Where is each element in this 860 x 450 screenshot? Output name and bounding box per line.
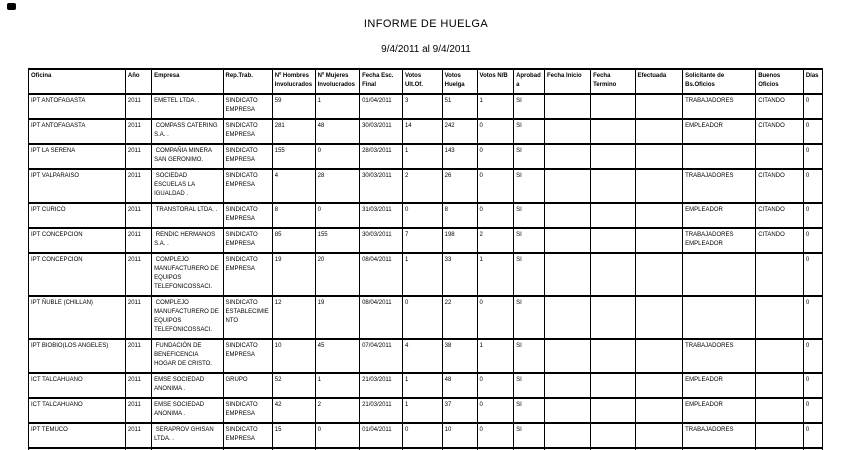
table-cell: 0 (477, 398, 514, 423)
table-cell: SINDICATO EMPRESA (223, 398, 272, 423)
table-cell: 01/04/2011 (360, 423, 403, 448)
column-header: Fecha Esc. Final (360, 69, 403, 94)
table-cell (545, 144, 591, 169)
table-cell: 2011 (125, 296, 151, 339)
table-header-row (29, 69, 823, 94)
table-cell: 0 (402, 203, 442, 228)
table-cell (545, 339, 591, 373)
table-cell: 0 (477, 144, 514, 169)
column-header: Oficina (29, 69, 126, 94)
table-cell: IPT BIOBIO(LOS ANGELES) (29, 339, 126, 373)
table-cell (591, 119, 635, 144)
table-cell: EMPLEADOR (683, 203, 756, 228)
table-cell: 0 (315, 203, 359, 228)
table-cell: EMETEL LTDA. . (152, 94, 223, 119)
table-cell: SI (514, 373, 545, 398)
table-row (29, 119, 823, 144)
table-cell: RENDIC HERMANOS S.A. . (152, 228, 223, 253)
table-cell: IPT TEMUCO (29, 423, 126, 448)
table-cell: 143 (442, 144, 477, 169)
table-body (29, 94, 823, 450)
table-cell (635, 119, 683, 144)
page-title: INFORME DE HUELGA (363, 18, 489, 30)
table-cell: 21/03/2011 (360, 398, 403, 423)
table-cell: 22 (442, 296, 477, 339)
table-cell: SI (514, 398, 545, 423)
table-cell (635, 296, 683, 339)
table-cell: EMSE SOCIEDAD ANONIMA . (152, 373, 223, 398)
table-cell (591, 94, 635, 119)
table-cell: 08/04/2011 (360, 253, 403, 296)
table-cell (635, 144, 683, 169)
table-row (29, 398, 823, 423)
table-cell: 0 (803, 339, 822, 373)
table-cell: 45 (315, 339, 359, 373)
table-cell: 37 (442, 398, 477, 423)
table-cell: EMPLEADOR (683, 119, 756, 144)
table-cell (635, 169, 683, 203)
table-cell (591, 144, 635, 169)
table-cell: 28 (315, 169, 359, 203)
table-cell (545, 203, 591, 228)
table-cell: 0 (477, 423, 514, 448)
table-cell: 0 (402, 296, 442, 339)
column-header: Rep.Trab. (223, 69, 272, 94)
column-header: Votos N/B (477, 69, 514, 94)
table-cell: 85 (272, 228, 315, 253)
table-cell: 38 (442, 339, 477, 373)
table-cell (635, 423, 683, 448)
table-row (29, 144, 823, 169)
column-header: Fecha Inicio (545, 69, 591, 94)
table-cell: 01/04/2011 (360, 94, 403, 119)
table-cell: COMPASS CATERING S.A. . (152, 119, 223, 144)
table-cell: 2011 (125, 398, 151, 423)
table-cell: SINDICATO EMPRESA (223, 94, 272, 119)
table-cell: 281 (272, 119, 315, 144)
table-cell: 1 (477, 253, 514, 296)
table-cell: 2011 (125, 253, 151, 296)
table-cell: 33 (442, 253, 477, 296)
table-cell: 42 (272, 398, 315, 423)
table-cell: SOCIEDAD ESCUELAS LA IGUALDAD . (152, 169, 223, 203)
table-cell: IPT CURICO (29, 203, 126, 228)
table-cell: 0 (803, 296, 822, 339)
table-cell: 07/04/2011 (360, 339, 403, 373)
table-cell: 4 (272, 169, 315, 203)
table-cell: SINDICATO EMPRESA (223, 339, 272, 373)
table-cell: IPT LA SERENA (29, 144, 126, 169)
table-cell: 2011 (125, 169, 151, 203)
table-cell: 3 (402, 94, 442, 119)
table-cell: 2011 (125, 203, 151, 228)
corner-mark (7, 3, 16, 10)
table-cell (591, 339, 635, 373)
table-cell (635, 373, 683, 398)
table-cell (683, 253, 756, 296)
table-cell (545, 373, 591, 398)
table-cell: IPT VALPARAISO (29, 169, 126, 203)
table-cell: 1 (402, 373, 442, 398)
table-cell: 30/03/2011 (360, 228, 403, 253)
table-cell: 0 (803, 398, 822, 423)
table-cell: 0 (803, 253, 822, 296)
table-cell: IPT ANTOFAGASTA (29, 94, 126, 119)
table-cell: 0 (803, 228, 822, 253)
table-cell: IPT ÑUBLE (CHILLAN) (29, 296, 126, 339)
strike-report-table (28, 68, 823, 450)
table-cell (545, 169, 591, 203)
table-cell: EMSE SOCIEDAD ANONIMA . (152, 398, 223, 423)
table-cell: SERAPROV GHISAN LTDA. . (152, 423, 223, 448)
table-cell: 0 (477, 119, 514, 144)
table-cell: SINDICATO EMPRESA (223, 169, 272, 203)
column-header: Votos Huelga (442, 69, 477, 94)
table-cell: SINDICATO ESTABLECIMIENTO (223, 296, 272, 339)
table-cell: 8 (442, 203, 477, 228)
table-cell: 30/03/2011 (360, 169, 403, 203)
table-cell: 52 (272, 373, 315, 398)
table-cell: 0 (803, 169, 822, 203)
table-cell: 0 (803, 94, 822, 119)
table-row (29, 423, 823, 448)
table-cell (545, 423, 591, 448)
table-cell: SI (514, 423, 545, 448)
table-cell: COMPLEJO MANUFACTURERO DE EQUIPOS TELEFONICOSSACI. (152, 253, 223, 296)
table-cell: ICT TALCAHUANO (29, 398, 126, 423)
column-header: Solicitante de Bs.Oficios (683, 69, 756, 94)
table-cell (635, 228, 683, 253)
table-cell: 0 (803, 119, 822, 144)
table-cell (756, 339, 804, 373)
table-cell: CITANDO (756, 119, 804, 144)
table-cell: SI (514, 228, 545, 253)
table-cell (756, 373, 804, 398)
table-cell: CITANDO (756, 228, 804, 253)
table-cell: CITANDO (756, 203, 804, 228)
table-row (29, 373, 823, 398)
table-cell: 1 (402, 398, 442, 423)
column-header: Aprobada (514, 69, 545, 94)
table-cell: 155 (315, 228, 359, 253)
table-cell: 0 (402, 423, 442, 448)
table-cell (756, 296, 804, 339)
table-cell (591, 398, 635, 423)
table-cell: 0 (477, 373, 514, 398)
table-cell: SI (514, 253, 545, 296)
table-cell: 08/04/2011 (360, 296, 403, 339)
table-cell: 19 (272, 253, 315, 296)
table-cell: 20 (315, 253, 359, 296)
table-cell: 4 (402, 339, 442, 373)
table-cell: EMPLEADOR (683, 373, 756, 398)
table-cell: 2011 (125, 339, 151, 373)
table-cell: 48 (315, 119, 359, 144)
table-cell: GRUPO (223, 373, 272, 398)
table-cell: 30/03/2011 (360, 119, 403, 144)
table-cell: 0 (315, 144, 359, 169)
table-cell (545, 228, 591, 253)
table-cell: 0 (477, 296, 514, 339)
table-cell: 1 (402, 144, 442, 169)
table-cell: TRABAJADORES (683, 423, 756, 448)
table-cell (756, 253, 804, 296)
table-cell: 1 (315, 94, 359, 119)
table-cell (683, 296, 756, 339)
table-cell: SINDICATO EMPRESA (223, 203, 272, 228)
table-cell: 1 (477, 339, 514, 373)
table-row (29, 296, 823, 339)
table-cell (635, 203, 683, 228)
table-row (29, 203, 823, 228)
table-cell: 2011 (125, 423, 151, 448)
table-cell (756, 423, 804, 448)
table-cell: 19 (315, 296, 359, 339)
table-row (29, 228, 823, 253)
table-cell: 8 (272, 203, 315, 228)
table-row (29, 253, 823, 296)
table-cell: ICT TALCAHUANO (29, 373, 126, 398)
table-cell (635, 339, 683, 373)
table-cell: 1 (315, 373, 359, 398)
table-cell: 2 (315, 398, 359, 423)
table-cell: TRABAJADORES EMPLEADOR (683, 228, 756, 253)
table-cell: 2011 (125, 119, 151, 144)
table-cell: SI (514, 203, 545, 228)
table-cell: COMPLEJO MANUFACTURERO DE EQUIPOS TELEFONICOSSACI. (152, 296, 223, 339)
column-header: Año (125, 69, 151, 94)
table-cell: IPT ANTOFAGASTA (29, 119, 126, 144)
table-cell: 0 (803, 373, 822, 398)
table-cell: COMPAÑIA MINERA SAN GERONIMO. (152, 144, 223, 169)
table-cell: 31/03/2011 (360, 203, 403, 228)
table-cell: CITANDO (756, 94, 804, 119)
table-cell: SI (514, 94, 545, 119)
table-cell (545, 253, 591, 296)
table-cell: SI (514, 339, 545, 373)
table-cell (545, 119, 591, 144)
table-row (29, 339, 823, 373)
table-cell: EMPLEADOR (683, 398, 756, 423)
table-cell (635, 398, 683, 423)
table-cell: TRANSTORAL LTDA. . (152, 203, 223, 228)
table-cell: 0 (803, 203, 822, 228)
table-cell (756, 144, 804, 169)
column-header: Empresa (152, 69, 223, 94)
table-cell: SINDICATO EMPRESA (223, 144, 272, 169)
table-cell: 28/03/2011 (360, 144, 403, 169)
table-cell: IPT CONCEPCION (29, 253, 126, 296)
table-row (29, 169, 823, 203)
table-cell: 21/03/2011 (360, 373, 403, 398)
table-cell: 48 (442, 373, 477, 398)
table-cell: 2011 (125, 373, 151, 398)
table-cell: SINDICATO EMPRESA (223, 228, 272, 253)
table-cell (591, 296, 635, 339)
table-cell: 51 (442, 94, 477, 119)
column-header: Nº Hombres Involucrados (272, 69, 315, 94)
table-cell (635, 253, 683, 296)
table-cell: SI (514, 296, 545, 339)
table-cell: CITANDO (756, 169, 804, 203)
table-cell (635, 94, 683, 119)
table-cell: 1 (402, 253, 442, 296)
table-cell (591, 169, 635, 203)
table-cell: 10 (442, 423, 477, 448)
table-cell (545, 398, 591, 423)
table-cell: 10 (272, 339, 315, 373)
table-cell (591, 423, 635, 448)
table-cell: TRABAJADORES (683, 94, 756, 119)
table-cell: 2011 (125, 228, 151, 253)
table-cell: 15 (272, 423, 315, 448)
table-cell: 7 (402, 228, 442, 253)
table-cell: 0 (477, 203, 514, 228)
table-cell: SI (514, 119, 545, 144)
table-cell: 2011 (125, 144, 151, 169)
table-cell: 1 (477, 94, 514, 119)
table-cell (756, 398, 804, 423)
table-row (29, 94, 823, 119)
table-cell: SINDICATO EMPRESA (223, 423, 272, 448)
table-cell: 0 (803, 423, 822, 448)
column-header: Votos Ult.Of. (402, 69, 442, 94)
table-cell: SINDICATO EMPRESA (223, 253, 272, 296)
table-cell: IPT CONCEPCION (29, 228, 126, 253)
table-cell: 155 (272, 144, 315, 169)
table-cell: 2011 (125, 94, 151, 119)
table-cell: TRABAJADORES (683, 339, 756, 373)
table-cell: 0 (803, 144, 822, 169)
table-cell: SINDICATO EMPRESA (223, 119, 272, 144)
column-header: Nº Mujeres Involucrados (315, 69, 359, 94)
column-header: Fecha Termino (591, 69, 635, 94)
table-cell: 242 (442, 119, 477, 144)
column-header: Días (803, 69, 822, 94)
column-header: Buenos Oficios (756, 69, 804, 94)
report-date-range: 9/4/2011 al 9/4/2011 (381, 44, 471, 55)
table-cell (683, 144, 756, 169)
table-cell: SI (514, 144, 545, 169)
table-cell (591, 373, 635, 398)
table-cell: 14 (402, 119, 442, 144)
table-cell: 12 (272, 296, 315, 339)
table-cell (591, 228, 635, 253)
column-header: Efectuada (635, 69, 683, 94)
table-cell: FUNDACIÓN DE BENEFICENCIA HOGAR DE CRISTO. (152, 339, 223, 373)
table-cell: 59 (272, 94, 315, 119)
table-cell: 0 (477, 169, 514, 203)
table-cell (545, 296, 591, 339)
table-cell: TRABAJADORES (683, 169, 756, 203)
table-cell: 2 (477, 228, 514, 253)
table-cell (591, 253, 635, 296)
table-cell: 0 (315, 423, 359, 448)
table-cell: 26 (442, 169, 477, 203)
table-cell: SI (514, 169, 545, 203)
table-cell (545, 94, 591, 119)
table-cell: 198 (442, 228, 477, 253)
table-cell (591, 203, 635, 228)
table-cell: 2 (402, 169, 442, 203)
